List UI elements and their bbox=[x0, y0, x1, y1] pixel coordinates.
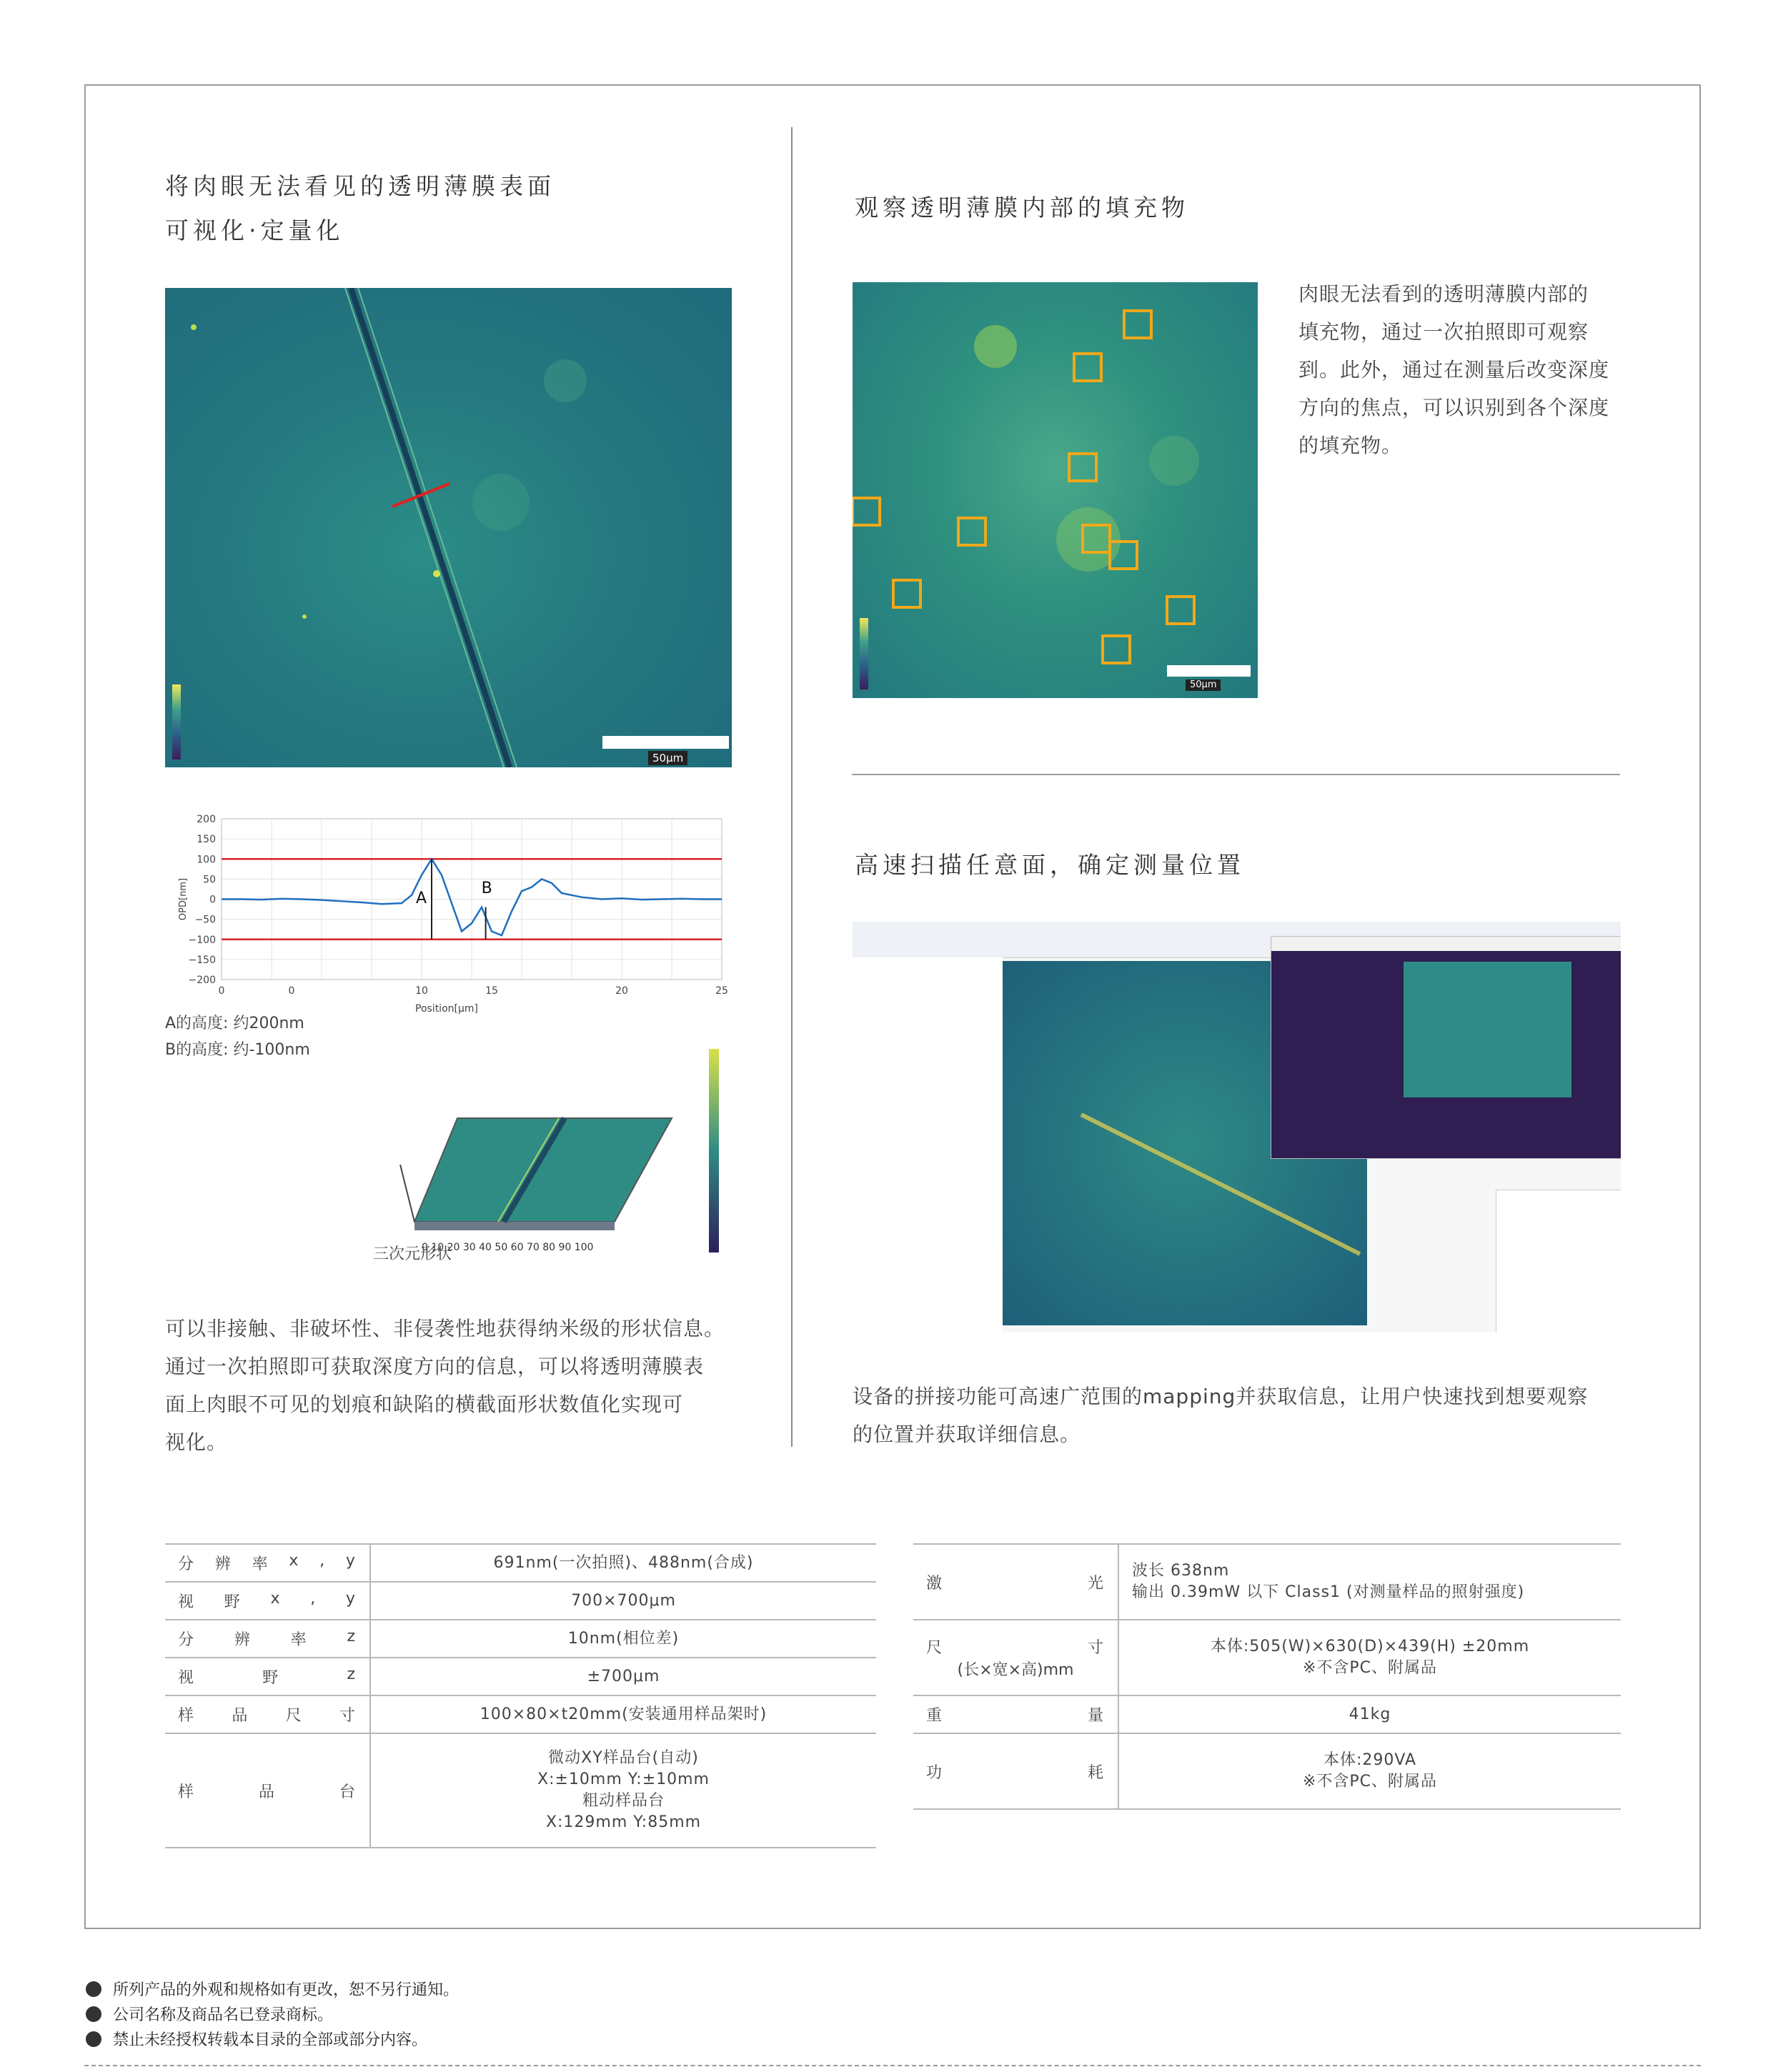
spec-row bbox=[165, 1582, 876, 1620]
y-tick-label: 150 bbox=[197, 834, 216, 846]
right-desc-line3: 到。此外，通过在测量后改变深度 bbox=[1298, 358, 1610, 382]
spec-key: 分 辨 率 x , y bbox=[165, 1544, 370, 1582]
right-desc-line2: 填充物，通过一次拍照即可观察 bbox=[1298, 320, 1589, 344]
spec-value: 微动XY样品台(自动) X:±10mm Y:±10mm 粗动样品台 X:129mm Y:85mm bbox=[370, 1733, 876, 1848]
spec-value: 本体:505(W)×630(D)×439(H) ±20mm ※不含PC、附属品 bbox=[1118, 1620, 1621, 1695]
spec-row bbox=[165, 1658, 876, 1695]
spec-value: 41kg bbox=[1118, 1695, 1621, 1733]
right-desc-line1: 肉眼无法看到的透明薄膜内部的 bbox=[1298, 282, 1589, 306]
overview-window bbox=[1271, 936, 1621, 1159]
y-tick-label: 100 bbox=[197, 854, 216, 866]
x-tick-label: 10 bbox=[415, 985, 428, 997]
y-tick-label: −50 bbox=[194, 914, 216, 926]
column-divider bbox=[791, 127, 793, 1447]
software-side-panel bbox=[1496, 1190, 1621, 1333]
spec-key: 视 野 x , y bbox=[165, 1582, 370, 1620]
footnote-3: 禁止未经授权转载本目录的全部或部分内容。 bbox=[86, 2028, 427, 2050]
footnote-1: 所列产品的外观和规格如有更改，恕不另行通知。 bbox=[86, 1978, 459, 2000]
scale-bar bbox=[602, 736, 729, 749]
color-bar-2 bbox=[860, 618, 868, 689]
spec-key: 功 耗 bbox=[913, 1733, 1118, 1809]
spec-row bbox=[165, 1733, 876, 1848]
y-tick-label: −100 bbox=[188, 934, 216, 946]
left-para-line1: 可以非接触、非破坏性、非侵袭性地获得纳米级的形状信息。 bbox=[165, 1317, 725, 1340]
spec-key: 样 品 尺 寸 bbox=[165, 1695, 370, 1733]
spec-row bbox=[165, 1620, 876, 1658]
profile-chart bbox=[172, 807, 743, 1022]
height-b-label: B的高度: 约-100nm bbox=[165, 1041, 310, 1059]
spec-value: ±700μm bbox=[370, 1658, 876, 1695]
x-axis-label: Position[μm] bbox=[415, 1003, 478, 1015]
left-para-line2: 通过一次拍照即可获取深度方向的信息，可以将透明薄膜表 bbox=[165, 1355, 705, 1378]
x-tick-label: 0 bbox=[218, 985, 225, 997]
right-para-line1: 设备的拼接功能可高速广范围的mapping并获取信息，让用户快速找到想要观察 bbox=[853, 1385, 1589, 1408]
spec-value: 本体:290VA ※不含PC、附属品 bbox=[1118, 1733, 1621, 1809]
x-tick-label: 15 bbox=[485, 985, 498, 997]
software-left-pane bbox=[853, 957, 1003, 1333]
bullet-icon bbox=[86, 2006, 101, 2022]
spec-row bbox=[913, 1620, 1621, 1695]
bullet-icon bbox=[86, 2031, 101, 2047]
spec-key: 激 光 bbox=[913, 1544, 1118, 1620]
x-tick-label: 25 bbox=[715, 985, 728, 997]
right-desc-line4: 方向的焦点，可以识别到各个深度 bbox=[1298, 396, 1610, 419]
spec-row bbox=[913, 1695, 1621, 1733]
y-tick-label: 0 bbox=[209, 894, 216, 906]
x-tick-label: 0 bbox=[288, 985, 295, 997]
right-desc-line5: 的填充物。 bbox=[1298, 434, 1403, 457]
spec-key: 分 辨 率 z bbox=[165, 1620, 370, 1658]
spec-value: 691nm(一次拍照)、488nm(合成) bbox=[370, 1544, 876, 1582]
spec-row bbox=[913, 1544, 1621, 1620]
spec-row bbox=[165, 1544, 876, 1582]
right-para-line2: 的位置并获取详细信息。 bbox=[853, 1423, 1081, 1446]
footer-dashed-line bbox=[84, 2065, 1701, 2066]
spec-key: 尺 寸 (长×宽×高)mm bbox=[913, 1620, 1118, 1695]
y-tick-label: 50 bbox=[203, 874, 216, 886]
color-bar bbox=[172, 684, 181, 759]
spec-table-left bbox=[165, 1543, 876, 1848]
x-tick-label: 20 bbox=[615, 985, 628, 997]
filler-image bbox=[853, 282, 1258, 698]
left-para-line4: 视化。 bbox=[165, 1430, 228, 1454]
y-tick-label: −200 bbox=[188, 975, 216, 986]
left-heading-line2: 可视化·定量化 bbox=[165, 216, 344, 244]
left-heading-line1: 将肉眼无法看见的透明薄膜表面 bbox=[165, 172, 555, 200]
marker-b: B bbox=[481, 880, 492, 898]
spec-row bbox=[913, 1733, 1621, 1809]
section-divider bbox=[852, 774, 1620, 775]
marker-a: A bbox=[416, 890, 427, 908]
scale-label-2: 50μm bbox=[1186, 679, 1221, 691]
y-tick-label: 200 bbox=[197, 814, 216, 825]
spec-value: 10nm(相位差) bbox=[370, 1620, 876, 1658]
scale-label: 50μm bbox=[648, 751, 687, 765]
3d-caption: 三次元形状 bbox=[373, 1245, 452, 1263]
overview-map bbox=[1404, 962, 1571, 1097]
spec-value: 700×700μm bbox=[370, 1582, 876, 1620]
software-screenshot bbox=[853, 922, 1621, 1333]
surface-image bbox=[165, 288, 732, 767]
3d-shape-image bbox=[372, 1043, 743, 1265]
svg-text:0 10 20 30 40 50 60 70: 0 10 20 30 40 50 60 70 80 90 100 bbox=[422, 1242, 594, 1253]
scale-bar-2 bbox=[1167, 665, 1251, 677]
footnote-2: 公司名称及商品名已登录商标。 bbox=[86, 2003, 333, 2025]
spec-row bbox=[165, 1695, 876, 1733]
spec-value: 100×80×t20mm(安装通用样品架时) bbox=[370, 1695, 876, 1733]
right-heading2: 高速扫描任意面，确定测量位置 bbox=[855, 851, 1245, 879]
bullet-icon bbox=[86, 1981, 101, 1997]
spec-key: 视 野 z bbox=[165, 1658, 370, 1695]
right-heading1: 观察透明薄膜内部的填充物 bbox=[855, 194, 1189, 221]
left-para-line3: 面上肉眼不可见的划痕和缺陷的横截面形状数值化实现可 bbox=[165, 1393, 684, 1416]
y-axis-label: OPD[nm] bbox=[178, 877, 189, 921]
y-tick-label: −150 bbox=[188, 954, 216, 966]
spec-key: 重 量 bbox=[913, 1695, 1118, 1733]
spec-value: 波长 638nm 输出 0.39mW 以下 Class1 (对测量样品的照射强度) bbox=[1118, 1544, 1621, 1620]
spec-key: 样 品 台 bbox=[165, 1733, 370, 1848]
height-a-label: A的高度: 约200nm bbox=[165, 1015, 304, 1032]
spec-table-right bbox=[913, 1543, 1621, 1810]
